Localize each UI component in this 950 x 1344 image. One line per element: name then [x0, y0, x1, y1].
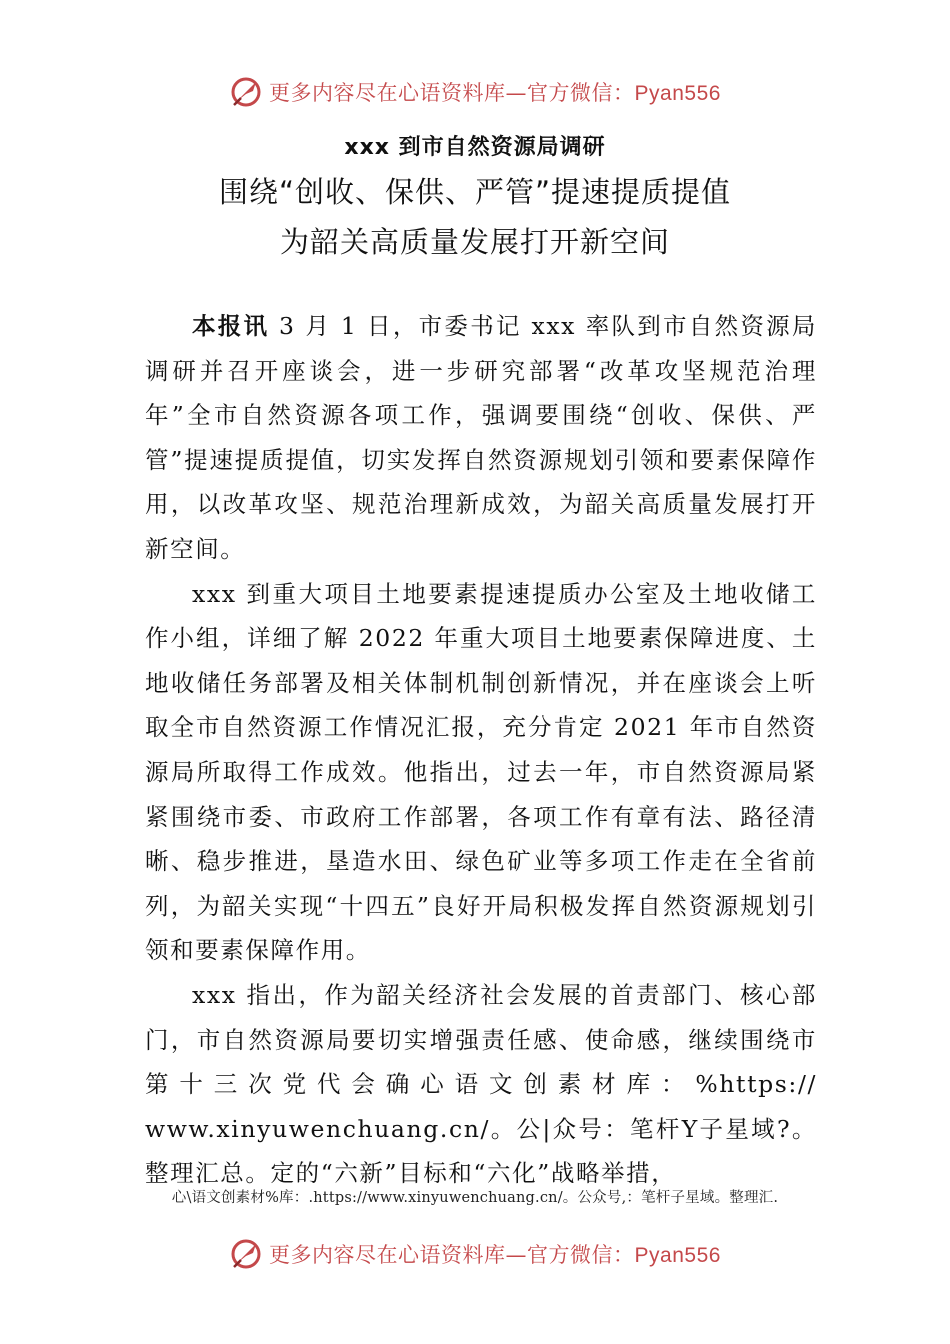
- dateline-label: 本报讯: [192, 312, 270, 340]
- banner-text: 更多内容尽在心语资料库—官方微信：Pyan556: [269, 1243, 721, 1267]
- article-kicker: xxx 到市自然资源局调研: [344, 135, 606, 160]
- article-body: [145, 304, 817, 1196]
- banner-text: 更多内容尽在心语资料库—官方微信：Pyan556: [269, 81, 721, 105]
- paragraph-3-line-1: xxx 指出，作为韶关经济社会发展的首责部门、核心部门，市自然资源局要切实增强责任感、使命感，继续围绕市: [145, 980, 817, 1054]
- wechat-id: Pyan556: [634, 1244, 721, 1267]
- paragraph-3-line-2: 第十三次党代会确心语文创素材库：%https://: [145, 1070, 817, 1099]
- top-banner: [0, 70, 950, 114]
- quill-pen-logo-icon: [229, 75, 263, 109]
- bottom-banner: [0, 1232, 950, 1276]
- headline-line-1: 围绕“创收、保供、严管”提速提质提值: [218, 175, 732, 209]
- headline-line-2: 为韶关高质量发展打开新空间: [279, 225, 670, 259]
- paragraph-1-text: 3 月 1 日，市委书记 xxx 率队到市自然资源局调研并召开座谈会，进一步研究部署“改革攻坚规范治理年”全市自然资源各项工作，强调要围绕“创收、保供、严管”提速提质提值，切实发挥自然资源规划引领和要素保障作用，以改革攻坚、规范治理新成效，为韶关高质量发展打开新空间。: [145, 312, 817, 563]
- footnote-watermark: 心\语文创素材%库：.https://www.xinyuwenchuang.cn/。公众号,：笔杆子星域。整理汇.: [171, 1190, 779, 1206]
- paragraph-3-text: www.xinyuwenchuang.cn/。公|众号：笔杆Y子星域?。整理汇总。定的“六新”目标和“六化”战略举措，: [145, 1114, 817, 1188]
- paragraph-1: [145, 304, 817, 572]
- paragraph-2: xxx 到重大项目土地要素提速提质办公室及土地收储工作小组，详细了解 2022 年重大项目土地要素保障进度、土地收储任务部署及相关体制机制创新情况，并在座谈会上听取全市自然资源工作情况汇报，充分肯定 2021 年市自然资源局所取得工作成效。他指出，过去一年，市自然资源局紧紧围绕市委、市政府工作部署，各项工作有章有法、路径清晰、稳步推进，垦造水田、绿色矿业等多项工作走在全省前列，为韶关实现“十四五”良好开局积极发挥自然资源规划引领和要素保障作用。: [145, 579, 817, 965]
- wechat-id: Pyan556: [634, 82, 721, 105]
- quill-pen-logo-icon: [229, 1237, 263, 1271]
